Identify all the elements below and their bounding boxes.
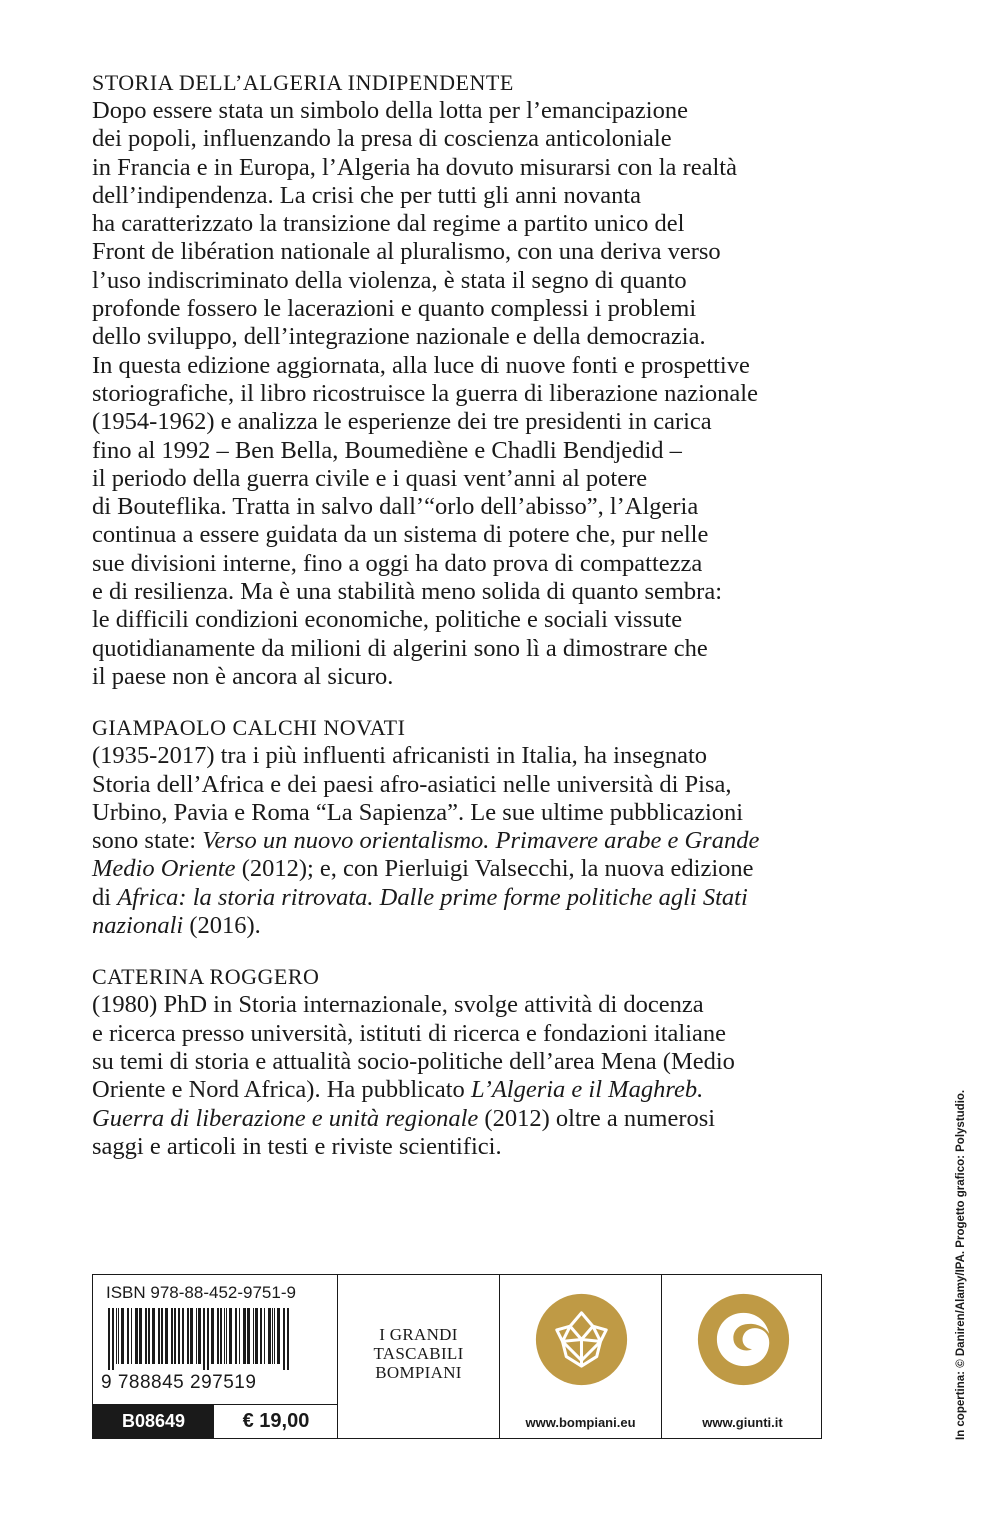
barcode-bar: [272, 1308, 273, 1364]
barcode-bar: [131, 1308, 132, 1364]
price: € 19,00: [242, 1410, 310, 1432]
product-code: B08649: [93, 1405, 214, 1438]
barcode-bar: [148, 1308, 150, 1364]
barcode-bar: [139, 1308, 142, 1364]
blurb-line: (1954-1962) e analizza le esperienze dei tre presidenti in carica: [92, 408, 712, 436]
barcode-bar: [235, 1308, 237, 1364]
barcode-bar: [182, 1308, 184, 1364]
blurb-line: fino al 1992 – Ben Bella, Boumediène e Chadli Bendjedid –: [92, 436, 682, 464]
giunti-cell: [662, 1275, 823, 1438]
blurb-line: di Bouteflika. Tratta in salvo dall’“orlo dell’abisso”, l’Algeria: [92, 493, 699, 521]
bompiani-cell: [500, 1275, 662, 1438]
barcode-bar: [207, 1308, 209, 1370]
retail-footer: [92, 1274, 822, 1439]
barcode-bar: [255, 1308, 258, 1364]
barcode-bar: [260, 1308, 262, 1364]
barcode-digits: 9 788845 297519: [101, 1372, 257, 1393]
cover-credit: In copertina: © Daniren/Alamy/IPA. Progetto grafico: Polystudio.: [955, 1089, 967, 1440]
barcode-bar: [187, 1308, 189, 1364]
barcode-bar: [112, 1308, 114, 1370]
blurb-line: l’uso indiscriminato della violenza, è stata il segno di quanto: [92, 266, 687, 294]
blurb-line: in Francia e in Europa, l’Algeria ha dovuto misurarsi con la realtà: [92, 153, 737, 181]
blurb-line: continua a essere guidata da un sistema di potere che, pur nelle: [92, 521, 709, 549]
blurb-line: dell’indipendenza. La crisi che per tutti gli anni novanta: [92, 181, 642, 209]
book-title-heading: STORIA DELL’ALGERIA INDIPENDENTE: [92, 70, 514, 95]
giunti-logo-icon: [696, 1292, 791, 1387]
barcode-bar: [226, 1308, 227, 1364]
barcode-bar: [152, 1308, 155, 1364]
book-blurb: [92, 68, 852, 691]
barcode-bar: [196, 1308, 197, 1364]
code-price-row: [93, 1404, 337, 1438]
barcode-bar: [268, 1308, 271, 1364]
barcode-bar: [277, 1308, 280, 1364]
author-bio-1: [92, 713, 852, 940]
barcode-cell: [93, 1275, 338, 1438]
barcode-bar: [171, 1308, 173, 1364]
blurb-line: e di resilienza. Ma è una stabilità meno solida di quanto sembra:: [92, 578, 723, 606]
back-cover-text: [92, 68, 852, 1183]
series-name: I GRANDI TASCABILI BOMPIANI: [373, 1325, 464, 1382]
blurb-line: le difficili condizioni economiche, politiche e sociali vissute: [92, 606, 683, 634]
barcode-bar: [118, 1308, 119, 1364]
barcode-bar: [190, 1308, 193, 1364]
barcode-bar: [145, 1308, 147, 1364]
blurb-line: Front de libération nationale al pluralismo, con una deriva verso: [92, 238, 721, 266]
bompiani-url[interactable]: www.bompiani.eu: [525, 1415, 636, 1430]
barcode-bar: [178, 1308, 180, 1364]
barcode-bar: [283, 1308, 285, 1370]
barcode-bar: [243, 1308, 246, 1364]
barcode-bar: [264, 1308, 265, 1364]
blurb-line: In questa edizione aggiornata, alla luce di nuove fonti e prospettive: [92, 351, 750, 379]
blurb-line: dello sviluppo, dell’integrazione nazionale e della democrazia.: [92, 323, 706, 351]
barcode-bar: [174, 1308, 176, 1364]
barcode-bar: [217, 1308, 219, 1364]
blurb-body: [92, 97, 852, 691]
barcode-bar: [239, 1308, 240, 1364]
author-name: CATERINA ROGGERO: [92, 964, 320, 990]
barcode: [106, 1308, 326, 1370]
blurb-line: storiografiche, il libro ricostruisce la guerra di liberazione nazionale: [92, 379, 758, 407]
barcode-bar: [229, 1308, 232, 1364]
barcode-bar: [287, 1308, 289, 1370]
barcode-bar: [158, 1308, 160, 1364]
barcode-bar: [121, 1308, 124, 1364]
author-name: GIAMPAOLO CALCHI NOVATI: [92, 715, 406, 741]
series-cell: [338, 1275, 500, 1438]
author-bio-2: [92, 962, 852, 1161]
barcode-bar: [224, 1308, 225, 1364]
bompiani-logo-icon: [534, 1292, 629, 1387]
barcode-bar: [116, 1308, 117, 1364]
blurb-line: ha caratterizzato la transizione dal regime a partito unico del: [92, 210, 685, 238]
barcode-bar: [247, 1308, 250, 1364]
barcode-bar: [127, 1308, 129, 1364]
blurb-line: quotidianamente da milioni di algerini sono lì a dimostrare che: [92, 634, 708, 662]
blurb-line: dei popoli, influenzando la presa di coscienza anticoloniale: [92, 125, 672, 153]
barcode-bar: [161, 1308, 163, 1364]
barcode-bar: [203, 1308, 205, 1370]
blurb-line: sue divisioni interne, fino a oggi ha dato prova di compattezza: [92, 549, 703, 577]
author-bio-text: (1980) PhD in Storia internazionale, svolge attività di docenza e ricerca presso università, istituti di ricerca e fondazioni italiane su temi di storia e attualità socio-politiche dell’area Mena (Medio Oriente e Nord Africa). Ha pubblicato L’Algeria e il Maghreb. Guerra di liberazione e unità regionale (2012) oltre a numerosi saggi e articoli in testi e riviste scientifici.: [92, 991, 735, 1160]
giunti-url[interactable]: www.giunti.it: [702, 1415, 783, 1430]
blurb-line: il paese non è ancora al sicuro.: [92, 662, 394, 690]
barcode-bar: [274, 1308, 275, 1364]
barcode-bar: [165, 1308, 168, 1364]
barcode-bar: [135, 1308, 138, 1364]
blurb-line: profonde fossero le lacerazioni e quanto complessi i problemi: [92, 295, 697, 323]
blurb-line: Dopo essere stata un simbolo della lotta per l’emancipazione: [92, 97, 688, 124]
barcode-bar: [211, 1308, 214, 1364]
barcode-bar: [108, 1308, 110, 1370]
blurb-line: il periodo della guerra civile e i quasi vent’anni al potere: [92, 464, 648, 492]
author-bio-text: (1935-2017) tra i più influenti africanisti in Italia, ha insegnato Storia dell’Africa e dei paesi afro-asiatici nelle università di Pisa, Urbino, Pavia e Roma “La Sapienza”. Le sue ultime pubblicazioni sono state: Verso un nuovo orientalismo. Primavere arabe e Grande Medio Oriente (2012); e, con Pierluigi Valsecchi, la nuova edizione di Africa: la storia ritrovata. Dalle prime forme politiche agli Stati nazionali (2016).: [92, 742, 760, 940]
barcode-bar: [198, 1308, 201, 1364]
barcode-bar: [253, 1308, 254, 1364]
barcode-bar: [220, 1308, 222, 1364]
isbn-label: ISBN 978-88-452-9751-9: [106, 1283, 296, 1302]
